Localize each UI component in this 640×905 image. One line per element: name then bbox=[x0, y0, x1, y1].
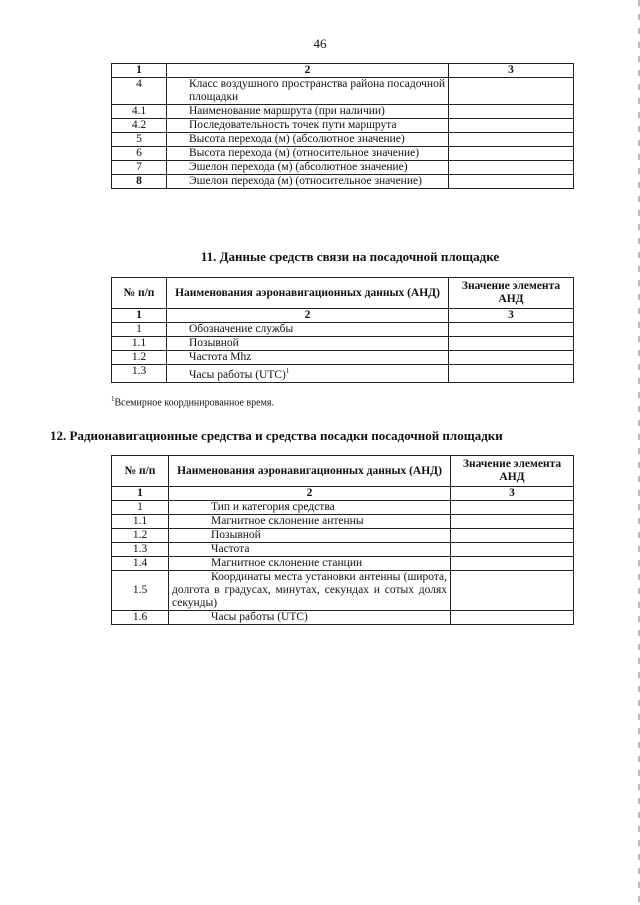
row-value bbox=[449, 351, 574, 365]
row-name: Эшелон перехода (м) (относительное значение) bbox=[167, 175, 449, 189]
col-header-value: Значение элемента АНД bbox=[449, 278, 574, 309]
row-value bbox=[449, 161, 574, 175]
row-number: 7 bbox=[112, 161, 167, 175]
table-index-row bbox=[112, 64, 574, 78]
row-value bbox=[451, 611, 574, 625]
table-row bbox=[112, 529, 574, 543]
row-number: 1.1 bbox=[112, 337, 167, 351]
row-number: 1.4 bbox=[112, 557, 169, 571]
page-number: 46 bbox=[313, 36, 327, 51]
col-index: 2 bbox=[169, 487, 451, 501]
col-index: 1 bbox=[112, 487, 169, 501]
table-row bbox=[112, 78, 574, 105]
table-row bbox=[112, 611, 574, 625]
row-number: 1.2 bbox=[112, 351, 167, 365]
row-value bbox=[449, 365, 574, 383]
footnote-ref: 1 bbox=[285, 367, 290, 375]
row-name: Высота перехода (м) (абсолютное значение) bbox=[167, 133, 449, 147]
row-name: Позывной bbox=[167, 337, 449, 351]
row-number: 4.2 bbox=[112, 119, 167, 133]
row-name: Класс воздушного пространства района посадочной площадки bbox=[167, 78, 449, 105]
col-header-name: Наименования аэронавигационных данных (АНД) bbox=[167, 278, 449, 309]
row-name: Магнитное склонение станции bbox=[169, 557, 451, 571]
row-name: Обозначение службы bbox=[167, 323, 449, 337]
footnote-text: Всемирное координированное время. bbox=[114, 397, 275, 409]
col-header-name: Наименования аэронавигационных данных (АНД) bbox=[169, 456, 451, 487]
row-name-text: Часы работы (UTC) bbox=[189, 368, 286, 381]
row-value bbox=[451, 571, 574, 611]
table-row bbox=[112, 323, 574, 337]
row-number: 1.2 bbox=[112, 529, 169, 543]
row-value bbox=[449, 119, 574, 133]
row-name: Магнитное склонение антенны bbox=[169, 515, 451, 529]
table-row bbox=[112, 337, 574, 351]
row-value bbox=[449, 337, 574, 351]
table-row bbox=[112, 105, 574, 119]
row-number: 4 bbox=[112, 78, 167, 105]
row-number: 4.1 bbox=[112, 105, 167, 119]
row-number: 1.1 bbox=[112, 515, 169, 529]
col-index: 2 bbox=[167, 64, 449, 78]
table-header-row bbox=[112, 456, 574, 487]
table-row bbox=[112, 175, 574, 189]
col-index: 1 bbox=[112, 309, 167, 323]
col-index: 3 bbox=[451, 487, 574, 501]
table-row bbox=[112, 365, 574, 383]
row-value bbox=[451, 557, 574, 571]
table-row bbox=[112, 133, 574, 147]
table-row bbox=[112, 119, 574, 133]
table-row bbox=[112, 515, 574, 529]
table-row bbox=[112, 557, 574, 571]
row-number: 1 bbox=[112, 501, 169, 515]
row-value bbox=[451, 543, 574, 557]
col-index: 1 bbox=[112, 64, 167, 78]
row-name: Эшелон перехода (м) (абсолютное значение) bbox=[167, 161, 449, 175]
row-name: Тип и категория средства bbox=[169, 501, 451, 515]
section-12-title: 12. Радионавигационные средства и средства посадки посадочной площадки bbox=[50, 428, 503, 443]
table-radionavigation bbox=[111, 455, 574, 625]
col-index: 3 bbox=[449, 64, 574, 78]
row-value bbox=[449, 323, 574, 337]
row-number: 1 bbox=[112, 323, 167, 337]
row-number: 1.3 bbox=[112, 543, 169, 557]
col-header-number: № п/п bbox=[112, 278, 167, 309]
row-value bbox=[449, 147, 574, 161]
table-index-row bbox=[112, 309, 574, 323]
row-value bbox=[449, 105, 574, 119]
col-index: 3 bbox=[449, 309, 574, 323]
footnote-mark: 1 bbox=[111, 395, 115, 403]
row-number: 1.5 bbox=[112, 571, 169, 611]
row-name: Наименование маршрута (при наличии) bbox=[167, 105, 449, 119]
table-row bbox=[112, 543, 574, 557]
row-name: Часы работы (UTC) bbox=[169, 611, 451, 625]
row-name: Частота bbox=[169, 543, 451, 557]
row-name: Высота перехода (м) (относительное значение) bbox=[167, 147, 449, 161]
table-row bbox=[112, 161, 574, 175]
row-value bbox=[451, 529, 574, 543]
col-index: 2 bbox=[167, 309, 449, 323]
table-row bbox=[112, 571, 574, 611]
col-header-number: № п/п bbox=[112, 456, 169, 487]
row-name bbox=[167, 365, 449, 383]
row-value bbox=[451, 515, 574, 529]
table-communications bbox=[111, 277, 574, 383]
row-number: 1.6 bbox=[112, 611, 169, 625]
col-header-value: Значение элемента АНД bbox=[451, 456, 574, 487]
row-value bbox=[449, 133, 574, 147]
table-row bbox=[112, 501, 574, 515]
table-header-row bbox=[112, 278, 574, 309]
row-name: Частота Mhz bbox=[167, 351, 449, 365]
row-name: Позывной bbox=[169, 529, 451, 543]
row-name: Координаты места установки антенны (широта, долгота в градусах, минутах, секундах и сотых долях секунды) bbox=[169, 571, 451, 611]
row-value bbox=[451, 501, 574, 515]
row-name: Последовательность точек пути маршрута bbox=[167, 119, 449, 133]
row-value bbox=[449, 78, 574, 105]
row-value bbox=[449, 175, 574, 189]
table-continuation bbox=[111, 63, 574, 189]
footnote bbox=[111, 395, 274, 408]
table-row bbox=[112, 351, 574, 365]
section-11-title: 11. Данные средств связи на посадочной площадке bbox=[200, 249, 500, 264]
table-index-row bbox=[112, 487, 574, 501]
row-number: 5 bbox=[112, 133, 167, 147]
row-number: 8 bbox=[112, 175, 167, 189]
table-row bbox=[112, 147, 574, 161]
row-number: 1.3 bbox=[112, 365, 167, 383]
row-number: 6 bbox=[112, 147, 167, 161]
